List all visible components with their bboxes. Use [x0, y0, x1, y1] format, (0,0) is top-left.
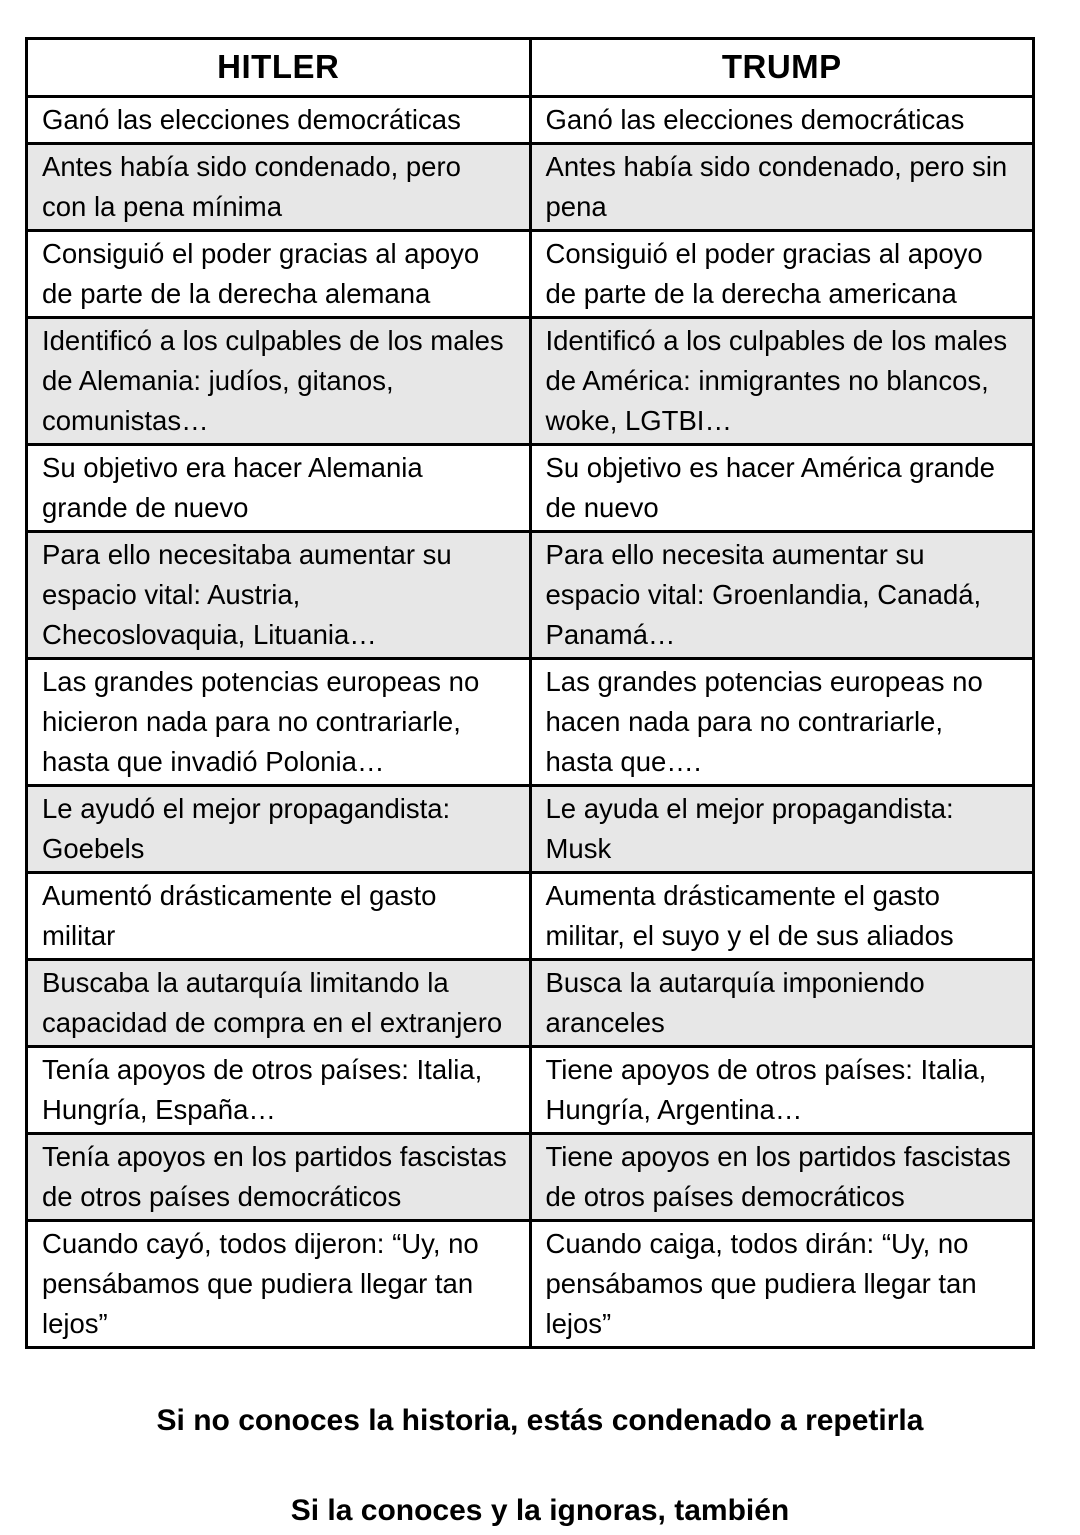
- table-row: [27, 532, 1034, 659]
- table-row: [27, 318, 1034, 445]
- table-row: [27, 1134, 1034, 1221]
- footer: [0, 1352, 1080, 1528]
- trump-cell: Las grandes potencias europeas no hacen nada para no contrariarle, hasta que….: [530, 659, 1034, 786]
- table-row: [27, 97, 1034, 144]
- trump-cell: Antes había sido condenado, pero sin pena: [530, 144, 1034, 231]
- trump-cell: Para ello necesita aumentar su espacio vital: Groenlandia, Canadá, Panamá…: [530, 532, 1034, 659]
- trump-cell: Cuando caiga, todos dirán: “Uy, no pensábamos que pudiera llegar tan lejos”: [530, 1221, 1034, 1348]
- trump-cell: Busca la autarquía imponiendo aranceles: [530, 960, 1034, 1047]
- table-row: [27, 445, 1034, 532]
- hitler-cell: Tenía apoyos en los partidos fascistas de otros países democráticos: [27, 1134, 531, 1221]
- table-row: [27, 144, 1034, 231]
- table-row: [27, 786, 1034, 873]
- footer-line-2: Si la conoces y la ignoras, también: [290, 1494, 790, 1527]
- trump-cell: Su objetivo es hacer América grande de nuevo: [530, 445, 1034, 532]
- hitler-cell: Las grandes potencias europeas no hicieron nada para no contrariarle, hasta que invadió Polonia…: [27, 659, 531, 786]
- table-row: [27, 960, 1034, 1047]
- trump-cell: Ganó las elecciones democráticas: [530, 97, 1034, 144]
- table-row: [27, 231, 1034, 318]
- footer-line-1: Si no conoces la historia, estás condenado a repetirla: [156, 1404, 924, 1437]
- trump-cell: Tiene apoyos en los partidos fascistas de otros países democráticos: [530, 1134, 1034, 1221]
- hitler-cell: Aumentó drásticamente el gasto militar: [27, 873, 531, 960]
- table-row: [27, 1221, 1034, 1348]
- table-row: [27, 1047, 1034, 1134]
- hitler-cell: Antes había sido condenado, pero con la pena mínima: [27, 144, 531, 231]
- comparison-table: [25, 37, 1035, 1349]
- hitler-cell: Cuando cayó, todos dijeron: “Uy, no pensábamos que pudiera llegar tan lejos”: [27, 1221, 531, 1348]
- header-row: [27, 39, 1034, 97]
- hitler-cell: Tenía apoyos de otros países: Italia, Hungría, España…: [27, 1047, 531, 1134]
- table-row: [27, 659, 1034, 786]
- trump-cell: Tiene apoyos de otros países: Italia, Hungría, Argentina…: [530, 1047, 1034, 1134]
- hitler-cell: Ganó las elecciones democráticas: [27, 97, 531, 144]
- hitler-cell: Consiguió el poder gracias al apoyo de parte de la derecha alemana: [27, 231, 531, 318]
- hitler-cell: Buscaba la autarquía limitando la capacidad de compra en el extranjero: [27, 960, 531, 1047]
- trump-cell: Consiguió el poder gracias al apoyo de parte de la derecha americana: [530, 231, 1034, 318]
- table-row: [27, 873, 1034, 960]
- trump-cell: Identificó a los culpables de los males de América: inmigrantes no blancos, woke, LGTBI…: [530, 318, 1034, 445]
- comparison-table-head: [27, 39, 1034, 97]
- trump-cell: Aumenta drásticamente el gasto militar, el suyo y el de sus aliados: [530, 873, 1034, 960]
- header-trump: TRUMP: [530, 39, 1034, 97]
- comparison-table-body: [27, 97, 1034, 1348]
- hitler-cell: Su objetivo era hacer Alemania grande de nuevo: [27, 445, 531, 532]
- trump-cell: Le ayuda el mejor propagandista: Musk: [530, 786, 1034, 873]
- hitler-cell: Le ayudó el mejor propagandista: Goebels: [27, 786, 531, 873]
- hitler-cell: Identificó a los culpables de los males de Alemania: judíos, gitanos, comunistas…: [27, 318, 531, 445]
- header-hitler: HITLER: [27, 39, 531, 97]
- hitler-cell: Para ello necesitaba aumentar su espacio vital: Austria, Checoslovaquia, Lituania…: [27, 532, 531, 659]
